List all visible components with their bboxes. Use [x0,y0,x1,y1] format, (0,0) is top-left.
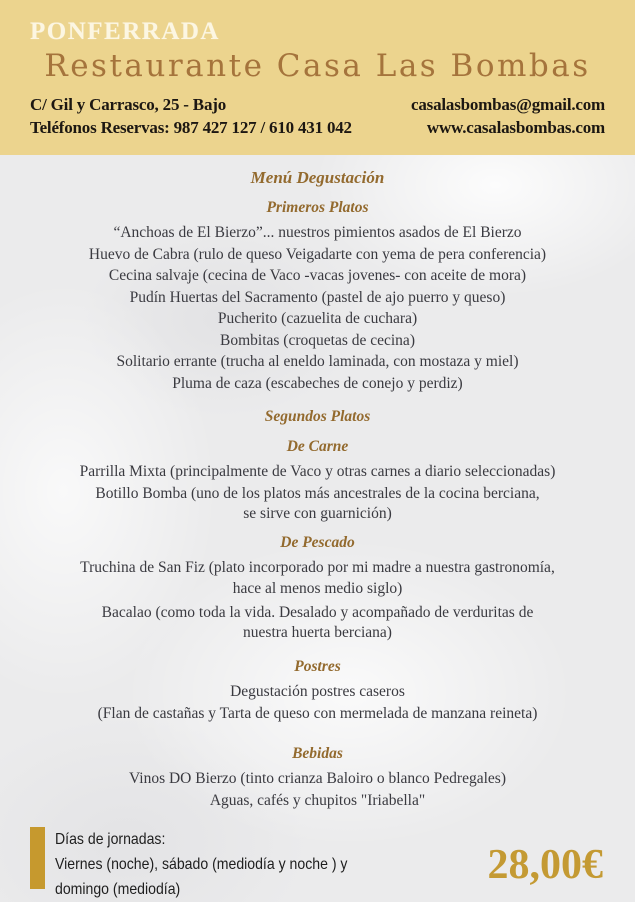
schedule-days: domingo (mediodía) [55,881,181,898]
email: casalasbombas@gmail.com [411,95,605,114]
website: www.casalasbombas.com [426,118,605,137]
menu-item-continuation: nuestra huerta berciana) [243,624,392,641]
reservation-phones: Teléfonos Reservas: 987 427 127 / 610 431 042 [30,118,352,137]
menu-price: 28,00€ [487,841,603,888]
city-title: PONFERRADA [30,18,220,45]
menu-item: (Flan de castañas y Tarta de queso con mermelada de manzana reineta) [97,704,538,722]
menu-item: Bombitas (croquetas de cecina) [220,331,415,349]
de-pescado-items [0,557,635,643]
section-postres: Postres [294,658,341,675]
menu-item: Huevo de Cabra (rulo de queso Veigadarte con yema de pera conferencia) [88,245,547,263]
menu-item: Truchina de San Fiz (plato incorporado por mi madre a nuestra gastronomía, [80,559,555,576]
menu-item: Cecina salvaje (cecina de Vaco -vacas jovenes- con aceite de mora) [108,267,527,284]
primeros-items [0,222,635,394]
menu-item-continuation: se sirve con guarnición) [243,505,392,522]
contact-right [411,93,605,139]
menu-item-continuation: hace al menos medio siglo) [232,579,403,597]
menu-item: Pudín Huertas del Sacramento (pastel de ajo puerro y queso) [129,288,506,306]
schedule-days: Viernes (noche), sábado (mediodía y noche ) y [55,856,348,873]
menu-item: Parrilla Mixta (principalmente de Vaco y otras carnes a diario seleccionadas) [79,463,556,480]
menu-item: Vinos DO Bierzo (tinto crianza Baloiro o blanco Pedregales) [129,770,506,787]
footer [0,811,635,902]
de-carne-items [0,461,635,524]
menu-item: “Anchoas de El Bierzo”... nuestros pimientos asados de El Bierzo [113,224,522,241]
schedule-title: Días de jornadas: [55,831,166,848]
menu-content [0,155,635,902]
subsection-de-carne: De Carne [286,438,349,455]
header-band [0,0,635,155]
contact-left [30,93,352,139]
menu-item: Degustación postres caseros [230,683,405,700]
section-bebidas: Bebidas [292,745,343,762]
section-segundos-platos: Segundos Platos [264,408,371,425]
menu-item: Botillo Bomba (uno de los platos más ancestrales de la cocina berciana, [95,484,540,502]
menu-item: Pucherito (cazuelita de cuchara) [217,310,418,327]
menu-item: Aguas, cafés y chupitos "Iriabella" [209,791,426,809]
schedule-block [30,827,387,902]
restaurant-name: Restaurante Casa Las Bombas [44,48,591,84]
menu-item: Bacalao (como toda la vida. Desalado y acompañado de verduritas de [101,603,534,621]
section-primeros-platos: Primeros Platos [266,199,369,216]
contact-block [30,93,605,139]
schedule-text [55,827,347,902]
bebidas-items [0,768,635,811]
menu-title: Menú Degustación [250,168,385,187]
gold-accent-bar [30,827,45,889]
menu-item: Pluma de caza (escabeches de conejo y perdiz) [172,374,463,392]
postres-items [0,681,635,724]
address: C/ Gil y Carrasco, 25 - Bajo [30,95,227,114]
menu-item: Solitario errante (trucha al eneldo laminada, con mostaza y miel) [116,353,519,370]
subsection-de-pescado: De Pescado [280,534,355,551]
